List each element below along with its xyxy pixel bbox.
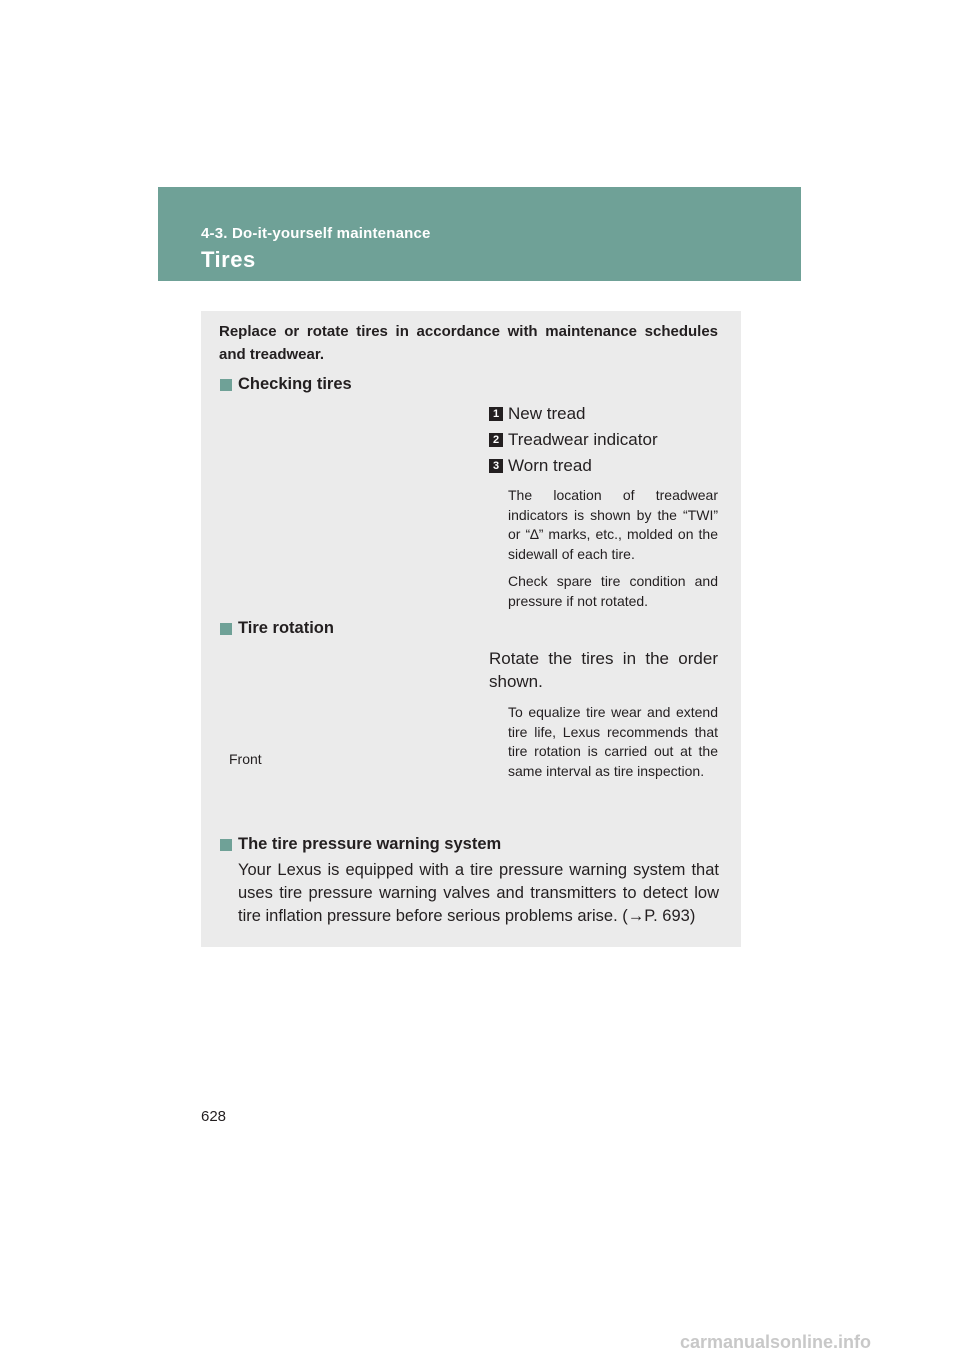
section-label: 4-3. Do-it-yourself maintenance (201, 225, 431, 242)
legend-item-treadwear-indicator (489, 430, 658, 450)
legend-label: Worn tread (508, 456, 592, 475)
watermark: carmanualsonline.info (680, 1332, 872, 1352)
legend-label: New tread (508, 404, 586, 423)
legend-item-worn-tread (489, 456, 592, 476)
square-bullet-icon (220, 839, 232, 851)
content-panel (201, 311, 741, 947)
page-number: 628 (201, 1108, 227, 1125)
front-label: Front (229, 751, 262, 767)
chapter-header (158, 187, 801, 281)
heading-label: Tire rotation (238, 619, 334, 637)
heading-tpws (220, 835, 501, 854)
heading-label: The tire pressure warning system (238, 835, 502, 853)
treadwear-note: The location of treadwear indicators is shown by the “TWI” or “∆” marks, etc., molded on the sidewall of each tire. (508, 487, 718, 562)
tpws-body: Your Lexus is equipped with a tire pressure warning system that uses tire pressure warning valves and transmitters to detect low tire inflation pressure before serious problems arise. (→P. 693) (238, 861, 719, 925)
square-bullet-icon (220, 623, 232, 635)
legend-label: Treadwear indicator (508, 430, 658, 449)
heading-label: Checking tires (238, 375, 352, 393)
rotation-note: To equalize tire wear and extend tire life, Lexus recommends that tire rotation is carried out at the same interval as tire inspection. (508, 704, 718, 779)
page-title: Tires (201, 247, 256, 272)
legend-item-new-tread (489, 404, 585, 424)
heading-checking-tires (220, 375, 352, 394)
intro-text: Replace or rotate tires in accordance with maintenance schedules and treadwear. (219, 323, 718, 363)
number-badge: 2 (489, 433, 503, 447)
number-badge: 3 (489, 459, 503, 473)
rotation-text: Rotate the tires in the order shown. (489, 649, 718, 691)
spare-tire-note: Check spare tire condition and pressure if not rotated. (508, 573, 718, 609)
square-bullet-icon (220, 379, 232, 391)
heading-tire-rotation (220, 619, 334, 638)
number-badge: 1 (489, 407, 503, 421)
